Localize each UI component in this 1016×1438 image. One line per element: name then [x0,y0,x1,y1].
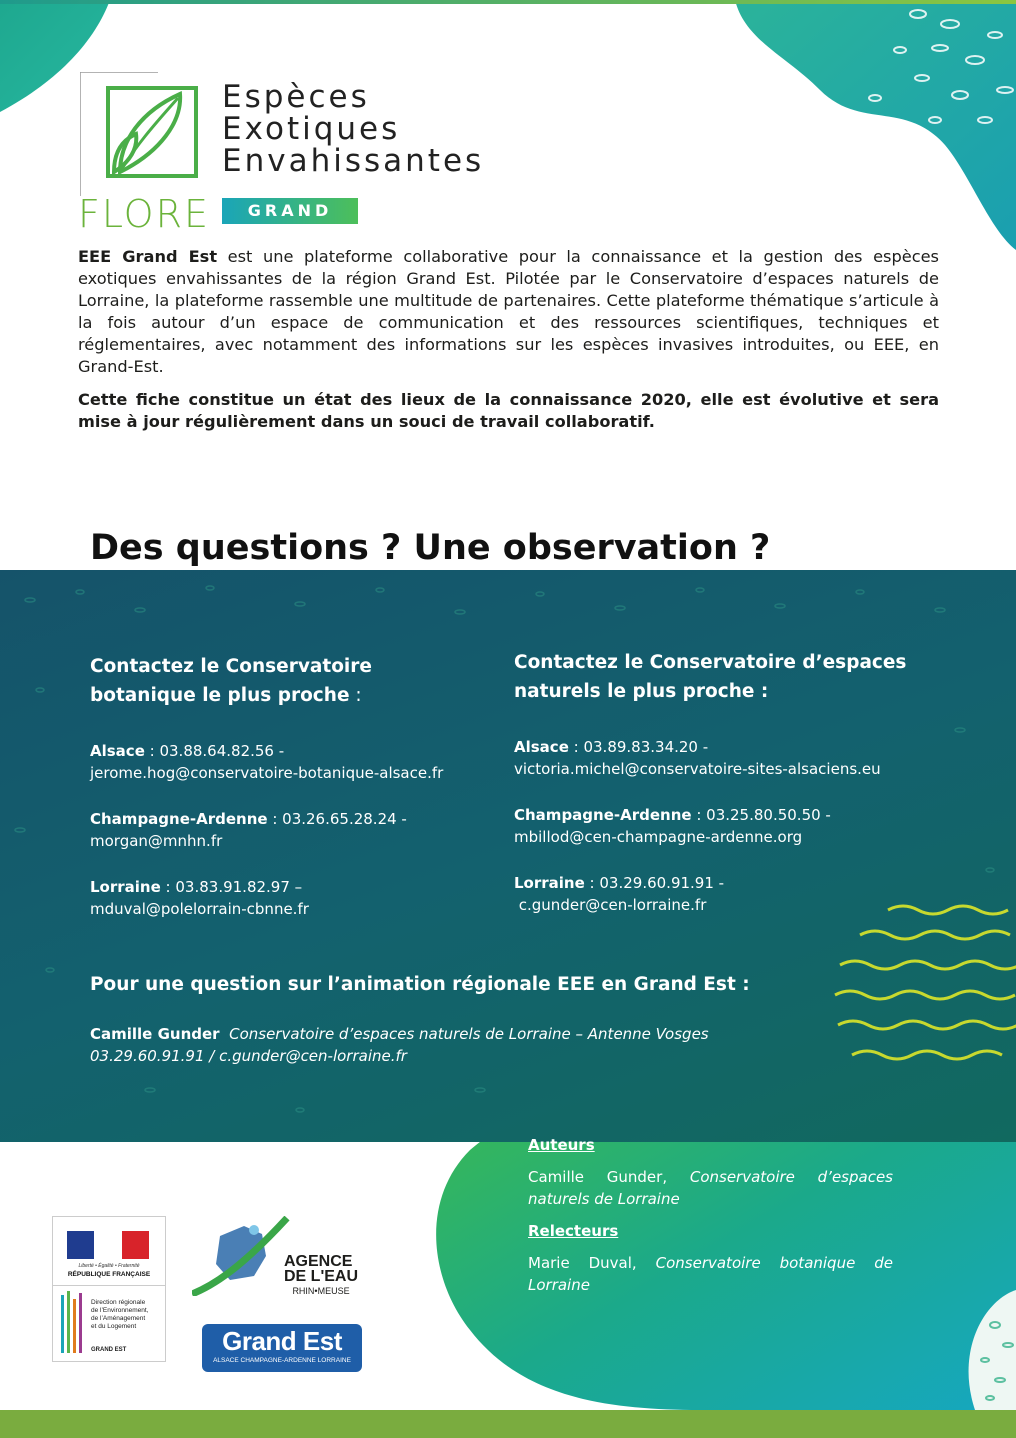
contact-entry [514,736,914,780]
separator: : [267,810,283,828]
brand-line-1: Espèces [222,79,370,115]
phone: 03.89.83.34.20 - [583,738,709,756]
leaf-logo-icon [80,72,200,202]
intro-note: Cette fiche constitue un état des lieux de la connaissance 2020, elle est évolutive et sera mise à jour régulièrement dans un souci de travail collaboratif. [78,390,939,431]
regional-animation [90,970,810,1067]
grand-est-subtitle: ALSACE CHAMPAGNE-ARDENNE LORRAINE [213,1357,351,1364]
top-accent-line [0,0,1016,4]
brand-badge: GRAND EST [222,198,358,224]
email-link[interactable]: victoria.michel@conservatoire-sites-alsaciens.eu [514,760,881,778]
dreal-label [91,1299,148,1331]
separator: : [160,878,176,896]
email-link[interactable]: mbillod@cen-champagne-ardenne.org [514,828,803,846]
region-label: Champagne-Ardenne [514,806,692,824]
intro-paragraph-2 [78,389,939,433]
animation-title: Pour une question sur l’animation régionale EEE en Grand Est : [90,974,750,995]
rf-name: RÉPUBLIQUE FRANÇAISE [67,1271,151,1278]
grand-est-logo [202,1324,362,1372]
right-column-title: Contactez le Conservatoire d’espaces naturels le plus proche : [514,652,907,702]
authors-text [528,1166,893,1210]
logo-divider [53,1285,165,1286]
separator: : [691,806,707,824]
contact-entry [90,876,480,920]
prefet-logo [52,1216,166,1362]
agence-name [284,1254,358,1299]
animation-contact-line [90,1023,810,1045]
left-contact-column [90,652,480,944]
brand-line-2: Exotiques [222,111,401,147]
grand-est-title: Grand Est [222,1326,342,1356]
tricolor-flag-icon [67,1231,149,1259]
rf-motto: Liberté • Égalité • Fraternité [78,1263,140,1269]
animation-contact[interactable]: 03.29.60.91.91 / c.gunder@cen-lorraine.fr [90,1047,407,1065]
agence-sub: RHIN•MEUSE [292,1286,350,1296]
email-link[interactable]: mduval@polelorrain-cbnne.fr [90,900,309,918]
email-link[interactable]: jerome.hog@conservatoire-botanique-alsace.fr [90,764,444,782]
contact-entry [514,804,914,848]
reviewers-org: Conservatoire botanique de Lorraine [528,1254,893,1294]
intro-paragraph-1 [78,246,939,378]
region-label: Alsace [514,738,569,756]
phone: 03.88.64.82.56 - [159,742,285,760]
email-link[interactable]: c.gunder@cen-lorraine.fr [514,896,707,914]
reviewers-name: Marie Duval, [528,1254,656,1272]
section-title: Des questions ? Une observation ? [90,528,771,568]
region-label: Lorraine [514,874,585,892]
dreal-line: et du Logement [91,1323,137,1330]
phone: 03.25.80.50.50 - [706,806,831,824]
contact-entry [514,872,914,916]
reviewers-text [528,1252,893,1296]
top-right-blob [735,0,1016,250]
intro-text [78,246,939,444]
separator: : [568,738,584,756]
intro-body: est une plateforme collaborative pour la connaissance et la gestion des espèces exotiques envahissantes de la région Grand Est. Pilotée par le Conservatoire d’espaces naturels de Lorraine, la plateforme rassemble une multitude de partenaires. Cette plateforme thématique s’articule à la fois autour d’un espace de communication et des ressources scientifiques, techniques et réglementaires, avec notamment des informations sur les espèces invasives introduites, ou EEE, en Grand-Est. [78,247,939,376]
phone: 03.83.91.82.97 – [175,878,303,896]
dreal-bars-icon [61,1291,87,1353]
authors-name: Camille Gunder, [528,1168,690,1186]
region-label: Alsace [90,742,145,760]
region-label: Champagne-Ardenne [90,810,268,828]
intro-lead: EEE Grand Est [78,247,218,266]
left-column-title [90,652,480,710]
footer-bar [0,1410,1016,1438]
brand-flore: FLORE [78,192,210,236]
separator: : [584,874,600,892]
brand-line-3: Envahissantes [222,143,485,179]
credits [528,1134,893,1306]
contact-entry [90,740,480,784]
dreal-line: de l’Environnement, [91,1307,149,1314]
authors-heading: Auteurs [528,1136,595,1154]
email-link[interactable]: morgan@mnhn.fr [90,832,223,850]
phone: 03.29.60.91.91 - [599,874,725,892]
reviewers-heading: Relecteurs [528,1222,619,1240]
agence-line: AGENCE [284,1253,353,1270]
left-column-title-colon: : [349,685,362,706]
authors-org: Conservatoire d’espaces naturels de Lorraine [528,1168,893,1208]
dreal-line: Direction régionale [91,1299,146,1306]
dreal-line: de l’Aménagement [91,1315,146,1322]
left-column-title-text: Contactez le Conservatoire botanique le plus proche [90,656,372,706]
agence-eau-logo [192,1216,362,1296]
separator: : [144,742,160,760]
contact-entry [90,808,480,852]
phone: 03.26.65.28.24 - [282,810,407,828]
animation-name: Camille Gunder [90,1025,220,1043]
right-contact-column [514,648,914,940]
animation-org: Conservatoire d’espaces naturels de Lorraine – Antenne Vosges [229,1025,709,1043]
region-label: Lorraine [90,878,161,896]
agence-line: DE L'EAU [284,1268,359,1285]
dreal-region: GRAND EST [91,1347,127,1353]
france-map-icon [192,1216,292,1296]
